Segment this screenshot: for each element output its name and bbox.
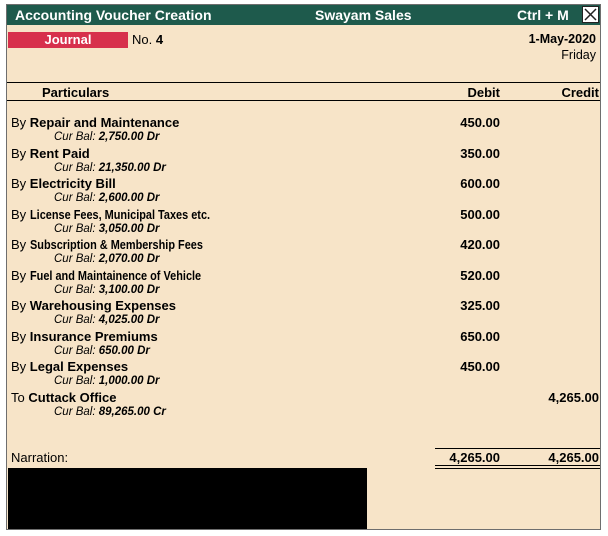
entry-current-balance	[54, 314, 160, 326]
entry-ledger-name[interactable]: Rent Paid	[29, 145, 90, 161]
entry-particulars[interactable]	[11, 359, 128, 374]
entry-ledger-name[interactable]: Subscription & Membership Fees	[29, 237, 203, 252]
entry-balance-label: Cur Bal:	[54, 314, 96, 326]
entry-balance-label: Cur Bal:	[54, 192, 96, 204]
voucher-day: Friday	[561, 48, 596, 62]
entry-balance-value: 2,070.00 Dr	[98, 253, 160, 265]
entry-direction: By	[11, 176, 27, 191]
entry-ledger-name[interactable]: Warehousing Expenses	[29, 298, 176, 313]
voucher-number-label: No.	[132, 32, 153, 47]
entry-direction: By	[11, 267, 27, 283]
ledger-entry-row[interactable]	[7, 329, 600, 360]
entry-direction: By	[11, 328, 27, 344]
entry-current-balance	[54, 131, 160, 143]
entry-balance-value: 1,000.00 Dr	[98, 375, 160, 387]
entry-balance-value: 4,025.00 Dr	[98, 314, 160, 326]
entry-balance-label: Cur Bal:	[54, 161, 96, 174]
entry-ledger-name[interactable]: Insurance Premiums	[29, 328, 158, 344]
entry-debit-amount[interactable]: 500.00	[460, 206, 500, 222]
voucher-window	[6, 4, 601, 530]
voucher-number-value: 4	[155, 32, 164, 47]
column-header-debit: Debit	[467, 85, 500, 100]
ledger-entry-row[interactable]	[7, 207, 600, 238]
ledger-entry-row[interactable]	[7, 390, 600, 421]
ledger-entry-row[interactable]	[7, 146, 600, 177]
column-header-particulars: Particulars	[42, 85, 110, 100]
totals-top-rule	[435, 448, 601, 449]
entry-balance-label: Cur Bal:	[54, 222, 96, 235]
entry-particulars[interactable]	[11, 390, 117, 405]
entry-balance-label: Cur Bal:	[54, 344, 96, 357]
entry-balance-value: 650.00 Dr	[98, 344, 150, 357]
company-name: Swayam Sales	[315, 7, 412, 23]
entry-particulars[interactable]	[11, 146, 90, 161]
entry-current-balance	[54, 406, 166, 418]
entry-current-balance	[54, 192, 160, 204]
window-title: Accounting Voucher Creation	[15, 7, 212, 23]
entry-current-balance	[54, 162, 166, 174]
entry-ledger-name[interactable]: Electricity Bill	[29, 176, 116, 191]
header-top-divider	[7, 82, 600, 83]
entry-debit-amount[interactable]: 325.00	[460, 298, 500, 313]
entry-debit-amount[interactable]: 420.00	[460, 237, 500, 252]
entry-debit-amount[interactable]: 650.00	[460, 328, 500, 344]
entry-ledger-name[interactable]: License Fees, Municipal Taxes etc.	[29, 206, 210, 222]
entry-balance-label: Cur Bal:	[54, 375, 96, 387]
entry-direction: By	[11, 115, 27, 130]
entry-balance-value: 21,350.00 Dr	[98, 161, 166, 174]
entry-direction: By	[11, 206, 27, 222]
ledger-entry-row[interactable]	[7, 115, 600, 146]
entry-direction: By	[11, 145, 27, 161]
entry-direction: By	[11, 359, 27, 374]
entry-particulars[interactable]	[11, 298, 176, 313]
entry-credit-amount[interactable]: 4,265.00	[548, 389, 599, 405]
entry-ledger-name[interactable]: Repair and Maintenance	[29, 115, 180, 130]
total-credit: 4,265.00	[548, 450, 599, 465]
entry-direction: By	[11, 237, 27, 252]
entry-balance-value: 3,050.00 Dr	[98, 222, 160, 235]
entry-debit-amount[interactable]: 450.00	[460, 359, 500, 374]
entry-particulars[interactable]	[11, 176, 116, 191]
close-button[interactable]	[582, 6, 599, 23]
entry-current-balance	[54, 284, 160, 296]
total-debit: 4,265.00	[449, 450, 500, 465]
column-header-credit: Credit	[561, 85, 599, 100]
entry-ledger-name[interactable]: Legal Expenses	[29, 359, 129, 374]
close-icon	[583, 7, 598, 22]
entry-balance-value: 89,265.00 Cr	[98, 405, 166, 418]
ledger-entry-row[interactable]	[7, 268, 600, 299]
entry-direction: By	[11, 298, 27, 313]
entry-balance-label: Cur Bal:	[54, 253, 96, 265]
entry-balance-value: 2,600.00 Dr	[98, 192, 160, 204]
entry-direction: To	[11, 389, 25, 405]
ledger-entry-row[interactable]	[7, 237, 600, 268]
entry-current-balance	[54, 375, 160, 387]
voucher-number	[132, 32, 163, 47]
entry-debit-amount[interactable]: 350.00	[460, 145, 500, 161]
narration-label: Narration:	[11, 450, 69, 465]
entry-balance-label: Cur Bal:	[54, 131, 96, 143]
ledger-entries	[7, 115, 600, 420]
entry-current-balance	[54, 253, 160, 265]
voucher-date[interactable]: 1-May-2020	[528, 32, 596, 46]
totals-bottom-rule	[435, 465, 601, 469]
title-bar	[7, 5, 600, 25]
redacted-area	[8, 468, 367, 529]
entry-particulars[interactable]	[11, 268, 234, 283]
header-bottom-divider	[7, 100, 600, 101]
entry-debit-amount[interactable]: 600.00	[460, 176, 500, 191]
voucher-type-field[interactable]: Journal	[8, 32, 128, 48]
entry-particulars[interactable]	[11, 115, 179, 130]
entry-balance-value: 3,100.00 Dr	[98, 283, 160, 296]
entry-balance-value: 2,750.00 Dr	[98, 131, 160, 143]
ledger-entry-row[interactable]	[7, 298, 600, 329]
entry-debit-amount[interactable]: 520.00	[460, 267, 500, 283]
entry-ledger-name[interactable]: Cuttack Office	[28, 389, 117, 405]
entry-ledger-name[interactable]: Fuel and Maintainence of Vehicle	[29, 267, 201, 283]
entry-particulars[interactable]	[11, 329, 158, 344]
entry-debit-amount[interactable]: 450.00	[460, 115, 500, 130]
entry-balance-label: Cur Bal:	[54, 283, 96, 296]
entry-balance-label: Cur Bal:	[54, 405, 96, 418]
entry-particulars[interactable]	[11, 237, 236, 252]
ledger-entry-row[interactable]	[7, 359, 600, 390]
entry-current-balance	[54, 345, 150, 357]
entry-particulars[interactable]	[11, 207, 244, 222]
entry-current-balance	[54, 223, 160, 235]
shortcut-label: Ctrl + M	[517, 7, 569, 23]
ledger-entry-row[interactable]	[7, 176, 600, 207]
